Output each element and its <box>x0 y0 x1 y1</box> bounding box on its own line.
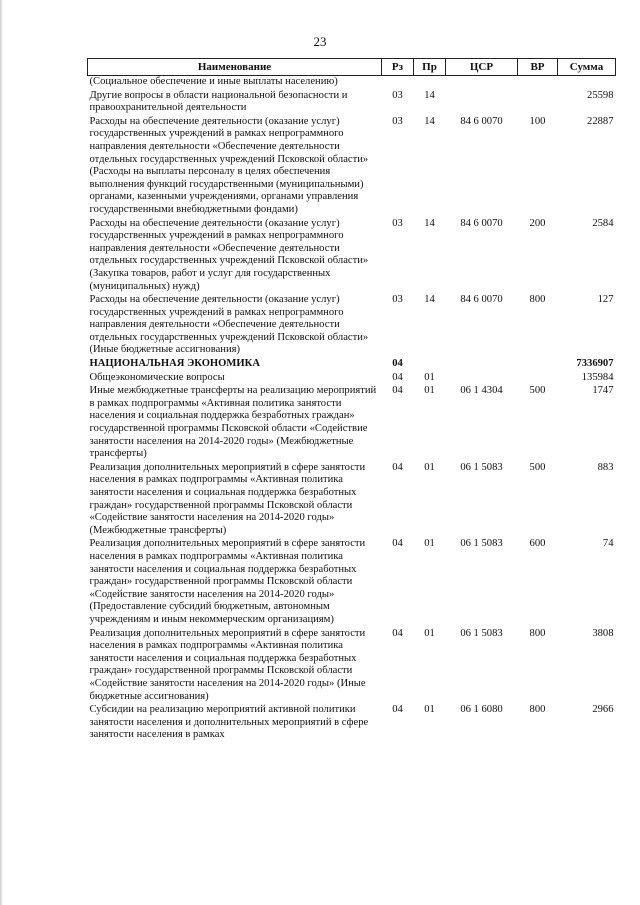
table-row <box>88 76 616 90</box>
cell-sum: 135984 <box>581 371 614 383</box>
header-pr: Пр <box>414 59 446 76</box>
cell-sum: 25598 <box>587 89 614 101</box>
header-sum: Сумма <box>558 59 616 76</box>
table-row <box>88 218 616 295</box>
table-row <box>88 538 616 627</box>
header-name: Наименование <box>88 59 382 76</box>
cell-sum: 7336907 <box>576 358 614 370</box>
header-vr: ВР <box>518 59 558 76</box>
cell-vr: 800 <box>529 704 546 716</box>
table-row <box>88 90 616 116</box>
cell-name: Общеэкономические вопросы <box>89 371 225 383</box>
table-row <box>88 116 616 218</box>
cell-csr: 84 6 0070 <box>460 294 503 306</box>
cell-vr: 500 <box>529 461 546 473</box>
table-body <box>88 76 616 743</box>
cell-csr: 06 1 5083 <box>460 627 503 639</box>
cell-name: Реализация дополнительных мероприятий в сфере занятости населения в рамках подпрограммы «Активная политика занятости населения и социальная поддержка безработных граждан» государственной программы Псковской области «Содействие занятости населения на 2014-2020 годы» (Иные бюджетные ассигнования) <box>89 627 366 702</box>
cell-name: Субсидии на реализацию мероприятий активной политики занятости населения и дополнительных мероприятий в сфере занятости населения в рамках <box>89 704 369 741</box>
table-row <box>88 372 616 386</box>
cell-rz: 03 <box>392 115 403 127</box>
cell-pr: 14 <box>424 115 435 127</box>
cell-name: (Социальное обеспечение и иные выплаты населению) <box>89 76 338 87</box>
cell-sum: 883 <box>597 461 614 473</box>
cell-csr: 06 1 5083 <box>460 461 503 473</box>
cell-rz: 03 <box>392 217 403 229</box>
cell-name: Расходы на обеспечение деятельности (оказание услуг) государственных учреждений в рамках непрограммного направления деятельности «Обеспечение деятельности отдельных государственных учреждений Псковской области» (Расходы на выплаты персоналу в целях обеспечения выполнения функций государственными (муниципальными) органами, казенными учреждениями, органами управления государственными внебюджетными фондами) <box>89 115 369 215</box>
cell-vr: 500 <box>529 385 546 397</box>
page-number: 23 <box>313 34 327 49</box>
cell-pr: 14 <box>424 294 435 306</box>
cell-pr: 01 <box>424 385 435 397</box>
cell-name: Реализация дополнительных мероприятий в сфере занятости населения в рамках подпрограммы «Активная политика занятости населения и социальная поддержка безработных граждан» государственной программы Псковской области «Содействие занятости населения на 2014-2020 годы» (Межбюджетные трансферты) <box>89 461 366 536</box>
cell-name: Иные межбюджетные трансферты на реализацию мероприятий в рамках подпрограммы «Активная политика занятости населения и социальная поддержка безработных граждан» государственной программы Псковской области «Содействие занятости населения на 2014-2020 годы» (Межбюджетные трансферты) <box>89 385 377 460</box>
table-row <box>88 462 616 539</box>
cell-rz: 04 <box>392 627 403 639</box>
cell-rz: 04 <box>392 538 403 550</box>
cell-sum: 74 <box>602 538 614 550</box>
cell-rz: 04 <box>392 461 403 473</box>
cell-name: Расходы на обеспечение деятельности (оказание услуг) государственных учреждений в рамках непрограммного направления деятельности «Обеспечение деятельности отдельных государственных учреждений Псковской области» (Иные бюджетные ассигнования) <box>89 294 369 356</box>
cell-sum: 1747 <box>592 385 614 397</box>
cell-name: НАЦИОНАЛЬНАЯ ЭКОНОМИКА <box>89 358 260 370</box>
cell-vr: 200 <box>529 217 546 229</box>
cell-rz: 04 <box>392 358 403 370</box>
cell-sum: 2584 <box>592 217 614 229</box>
cell-csr <box>446 358 518 372</box>
table-row <box>88 385 616 462</box>
cell-vr <box>518 76 558 90</box>
cell-pr: 14 <box>424 217 435 229</box>
cell-vr <box>518 372 558 386</box>
cell-pr: 01 <box>424 704 435 716</box>
cell-name: Расходы на обеспечение деятельности (оказание услуг) государственных учреждений в рамках непрограммного направления деятельности «Обеспечение деятельности отдельных государственных учреждений Псковской области» (Закупка товаров, работ и услуг для государственных (муниципальных) нужд) <box>89 217 369 292</box>
cell-sum: 3808 <box>592 627 614 639</box>
table-header <box>88 59 616 76</box>
cell-rz: 04 <box>392 385 403 397</box>
scan-edge <box>0 0 3 905</box>
header-rz: Рз <box>382 59 414 76</box>
cell-rz: 03 <box>392 294 403 306</box>
cell-csr: 06 1 6080 <box>460 704 503 716</box>
header-csr: ЦСР <box>446 59 518 76</box>
cell-csr <box>446 90 518 116</box>
cell-rz: 03 <box>392 89 403 101</box>
cell-csr: 06 1 5083 <box>460 538 503 550</box>
cell-csr: 84 6 0070 <box>460 115 503 127</box>
table-row <box>88 704 616 743</box>
cell-pr <box>414 76 446 90</box>
cell-vr: 800 <box>529 627 546 639</box>
cell-vr: 600 <box>529 538 546 550</box>
table-row <box>88 628 616 705</box>
cell-pr <box>414 358 446 372</box>
cell-pr: 01 <box>424 461 435 473</box>
cell-csr: 84 6 0070 <box>460 217 503 229</box>
cell-pr: 01 <box>424 627 435 639</box>
cell-vr: 100 <box>529 115 546 127</box>
cell-sum: 127 <box>597 294 614 306</box>
cell-pr: 01 <box>424 371 435 383</box>
cell-name: Реализация дополнительных мероприятий в сфере занятости населения в рамках подпрограммы «Активная политика занятости населения и социальная поддержка безработных граждан» государственной программы Псковской области «Содействие занятости населения на 2014-2020 годы» (Предоставление субсидий бюджетным, автономным учреждениям и иным некоммерческим организациям) <box>89 538 366 625</box>
cell-rz: 04 <box>392 371 403 383</box>
cell-csr: 06 1 4304 <box>460 385 503 397</box>
table-row <box>88 294 616 358</box>
cell-sum: 22887 <box>587 115 614 127</box>
cell-rz <box>382 76 414 90</box>
cell-sum <box>558 76 616 90</box>
cell-name: Другие вопросы в области национальной безопасности и правоохранительной деятельности <box>89 89 348 114</box>
cell-rz: 04 <box>392 704 403 716</box>
cell-vr <box>518 90 558 116</box>
cell-pr: 14 <box>424 89 435 101</box>
cell-vr: 800 <box>529 294 546 306</box>
budget-table <box>87 58 616 743</box>
cell-vr <box>518 358 558 372</box>
cell-sum: 2966 <box>592 704 614 716</box>
cell-pr: 01 <box>424 538 435 550</box>
table-row <box>88 358 616 372</box>
cell-csr <box>446 372 518 386</box>
cell-csr <box>446 76 518 90</box>
